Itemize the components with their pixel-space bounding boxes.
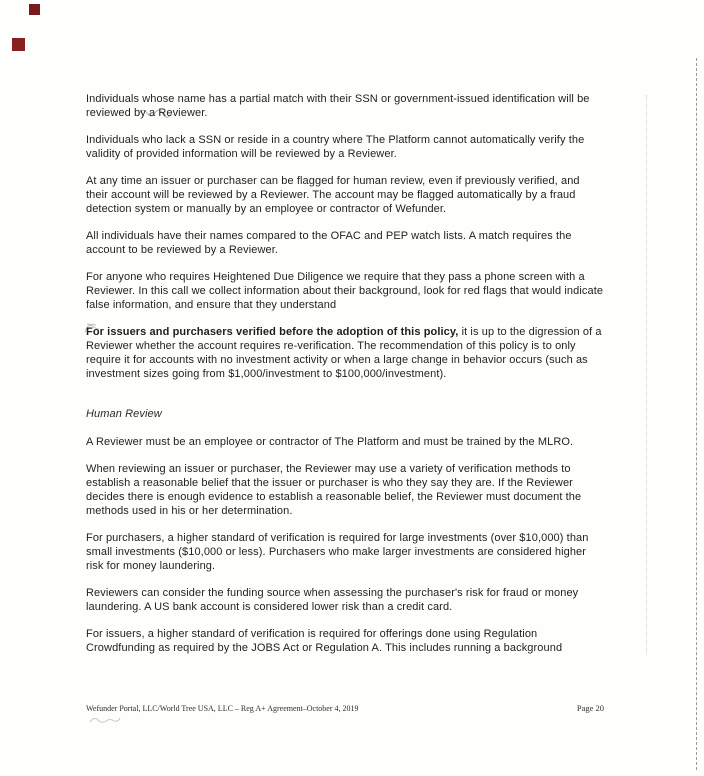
paragraph-lack-ssn: Individuals who lack a SSN or reside in a country where The Platform cannot automatically verify the validity of provided information will be reviewed by a Reviewer. bbox=[86, 134, 585, 160]
pencil-mark bbox=[88, 712, 122, 728]
paragraph-reviewer-requirements: A Reviewer must be an employee or contractor of The Platform and must be trained by the MLRO. bbox=[86, 436, 574, 448]
paragraph-verification-methods: When reviewing an issuer or purchaser, the Reviewer may use a variety of verification methods to establish a reasonable belief that the issuer or purchaser is who they say they are. If the Reviewer decides there is enough evidence to establish a reasonable belief, the Reviewer must document the methods used in his or her determination. bbox=[86, 463, 582, 517]
paragraph-partial-match: Individuals whose name has a partial match with their SSN or government-issued identification will be reviewed by a Reviewer. bbox=[86, 93, 590, 119]
document-body bbox=[86, 92, 604, 668]
paragraph-heightened-due-diligence: For anyone who requires Heightened Due Diligence we require that they pass a phone screen with a Reviewer. In this call we collect information about their background, look for red flags that would indicate false information, and ensure that they understand bbox=[86, 271, 604, 311]
scan-fold-line bbox=[646, 95, 647, 655]
paragraph-flagged-review: At any time an issuer or purchaser can be flagged for human review, even if previously verified, and their account will be reviewed by a Reviewer. The account may be flagged automatically by a fraud detection system or manually by an employee or contractor of Wefunder. bbox=[86, 175, 580, 215]
scan-edge-line bbox=[696, 58, 697, 770]
bold-lead-text: For issuers and purchasers verified before the adoption of this policy, bbox=[86, 326, 459, 338]
paragraph-watch-lists: All individuals have their names compared to the OFAC and PEP watch lists. A match requires the account to be reviewed by a Reviewer. bbox=[86, 230, 572, 256]
paragraph-continuation-text: it is up to the digression of a Reviewer whether the account requires re-verification. The recommendation of this policy is to only require it for accounts with no investment activity or when a large change in behavior occurs (such as investment sizes going from $1,000/investment to $100,000/investment). bbox=[86, 326, 602, 380]
page-number: Page 20 bbox=[576, 703, 604, 713]
footer-citation: Wefunder Portal, LLC/World Tree USA, LLC – Reg A+ Agreement–October 4, 2019 bbox=[86, 704, 359, 713]
paragraph-issuer-standard: For issuers, a higher standard of verification is required for offerings done using Regulation Crowdfunding as required by the JOBS Act or Regulation A. This includes running a background bbox=[86, 628, 563, 654]
page-footer bbox=[86, 703, 604, 713]
red-redaction-mark-left bbox=[12, 38, 25, 51]
section-heading-human-review: Human Review bbox=[86, 408, 162, 420]
paragraph-purchaser-standard: For purchasers, a higher standard of verification is required for large investments (over $10,000) than small investments ($10,000 or less). Purchasers who make larger investments are considered higher risk for money laundering. bbox=[86, 532, 589, 572]
paragraph-prior-verification bbox=[86, 325, 604, 381]
red-redaction-mark-top bbox=[29, 4, 40, 15]
paragraph-funding-source: Reviewers can consider the funding source when assessing the purchaser's risk for fraud or money laundering. A US bank account is considered lower risk than a credit card. bbox=[86, 587, 579, 613]
